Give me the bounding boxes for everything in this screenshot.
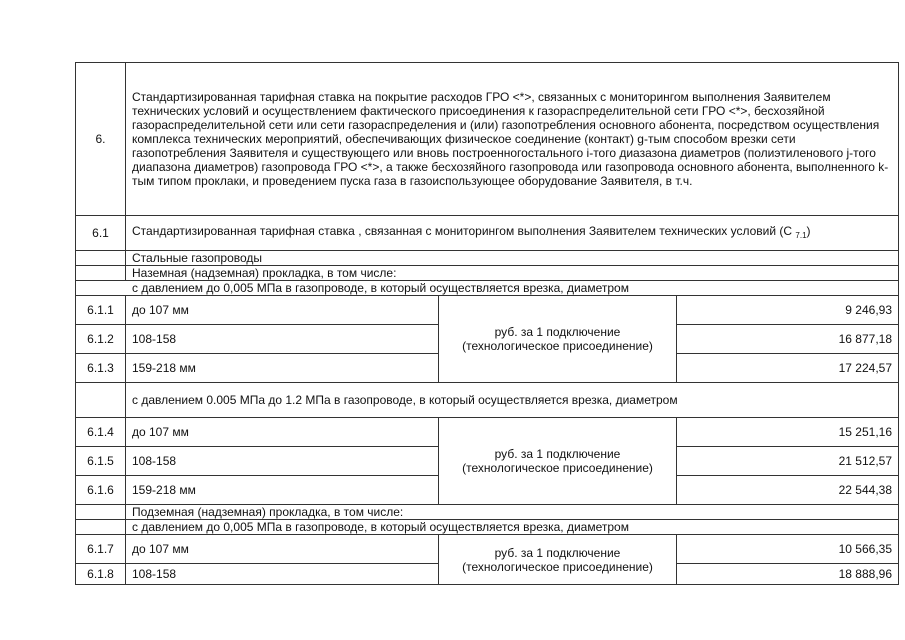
item-diameter: 108-158 bbox=[126, 325, 439, 354]
section-pressure-mid-label: с давлением 0.005 МПа до 1.2 МПа в газопроводе, в который осуществляется врезка, диаметром bbox=[126, 383, 899, 418]
table-row bbox=[76, 535, 899, 564]
item-number: 6.1.2 bbox=[76, 325, 126, 354]
unit-line-1: руб. за 1 подключение bbox=[494, 447, 621, 461]
section-pressure-low-2-label: с давлением до 0,005 МПа в газопроводе, в который осуществляется врезка, диаметром bbox=[126, 520, 899, 535]
unit-line-1: руб. за 1 подключение bbox=[494, 325, 621, 339]
unit-line-2: (технологическое присоединение) bbox=[462, 461, 653, 475]
section-overground-label: Наземная (надземная) прокладка, в том числе: bbox=[126, 266, 899, 281]
item-price: 18 888,96 bbox=[677, 564, 899, 585]
item-number: 6.1.7 bbox=[76, 535, 126, 564]
item-number: 6.1.3 bbox=[76, 354, 126, 383]
item-price: 9 246,93 bbox=[677, 296, 899, 325]
row-6 bbox=[76, 63, 899, 216]
item-price: 22 544,38 bbox=[677, 476, 899, 505]
row-6-1-number: 6.1 bbox=[76, 216, 126, 251]
section-pressure-low bbox=[76, 281, 899, 296]
unit-cell bbox=[439, 296, 677, 383]
item-number: 6.1.8 bbox=[76, 564, 126, 585]
item-diameter: 108-158 bbox=[126, 447, 439, 476]
item-diameter: 108-158 bbox=[126, 564, 439, 585]
unit-line-2: (технологическое присоединение) bbox=[462, 339, 653, 353]
section-pressure-low-label: с давлением до 0,005 МПа в газопроводе, в который осуществляется врезка, диаметром bbox=[76, 281, 899, 296]
section-steel bbox=[76, 251, 899, 266]
section-underground bbox=[76, 505, 899, 520]
table-row bbox=[76, 418, 899, 447]
row-6-1-text: Стандартизированная тарифная ставка , связанная с мониторингом выполнения Заявителем технических условий (С bbox=[132, 223, 796, 238]
item-price: 17 224,57 bbox=[677, 354, 899, 383]
section-underground-label: Подземная (надземная) прокладка, в том числе: bbox=[126, 505, 899, 520]
item-number: 6.1.6 bbox=[76, 476, 126, 505]
item-price: 15 251,16 bbox=[677, 418, 899, 447]
unit-line-2: (технологическое присоединение) bbox=[462, 559, 653, 574]
section-pressure-mid bbox=[76, 383, 899, 418]
unit-cell bbox=[439, 418, 677, 505]
item-diameter: 159-218 мм bbox=[126, 354, 439, 383]
item-number: 6.1.4 bbox=[76, 418, 126, 447]
item-diameter: 159-218 мм bbox=[126, 476, 439, 505]
tariff-table bbox=[75, 62, 899, 585]
row-6-1 bbox=[76, 216, 899, 251]
item-number: 6.1.5 bbox=[76, 447, 126, 476]
row-6-1-close: ) bbox=[806, 223, 811, 238]
row-6-1-description bbox=[126, 216, 899, 251]
section-overground bbox=[76, 266, 899, 281]
table-row bbox=[76, 296, 899, 325]
item-price: 21 512,57 bbox=[677, 447, 899, 476]
item-price: 16 877,18 bbox=[677, 325, 899, 354]
row-6-number: 6. bbox=[76, 63, 126, 216]
section-pressure-low-2 bbox=[76, 520, 899, 535]
item-number: 6.1.1 bbox=[76, 296, 126, 325]
item-price: 10 566,35 bbox=[677, 535, 899, 564]
unit-line-1: руб. за 1 подключение bbox=[494, 545, 621, 560]
section-steel-label: Стальные газопроводы bbox=[126, 251, 899, 266]
item-diameter: до 107 мм bbox=[126, 296, 439, 325]
row-6-description: Стандартизированная тарифная ставка на покрытие расходов ГРО <*>, связанных с мониторингом выполнения Заявителем технических условий и осуществлением фактического присоединения к газораспределительной сети ГРО <*>, бесхозяйной газораспределительной сети или сети газораспределения и (или) газопотребления основного абонента, посредством осуществления комплекса технических мероприятий, обеспечивающих физическое соединение (контакт) g-тым способом врезки сети газопотребления Заявителя и существующего или вновь построенногостального i-того диазазона диаметров (полиэтиленового j-того диапазона диаметров) газопровода ГРО <*>, а также бесхозяйного газопровода или газопровода основного абонента, выполненного k-тым типом проклаки, и проведением пуска газа в газоиспользующее оборудование Заявителя, в т.ч. bbox=[126, 63, 899, 216]
item-diameter: до 107 мм bbox=[126, 418, 439, 447]
unit-cell bbox=[439, 535, 677, 585]
row-6-1-subscript: 7.1 bbox=[795, 230, 807, 240]
item-diameter: до 107 мм bbox=[126, 535, 439, 564]
